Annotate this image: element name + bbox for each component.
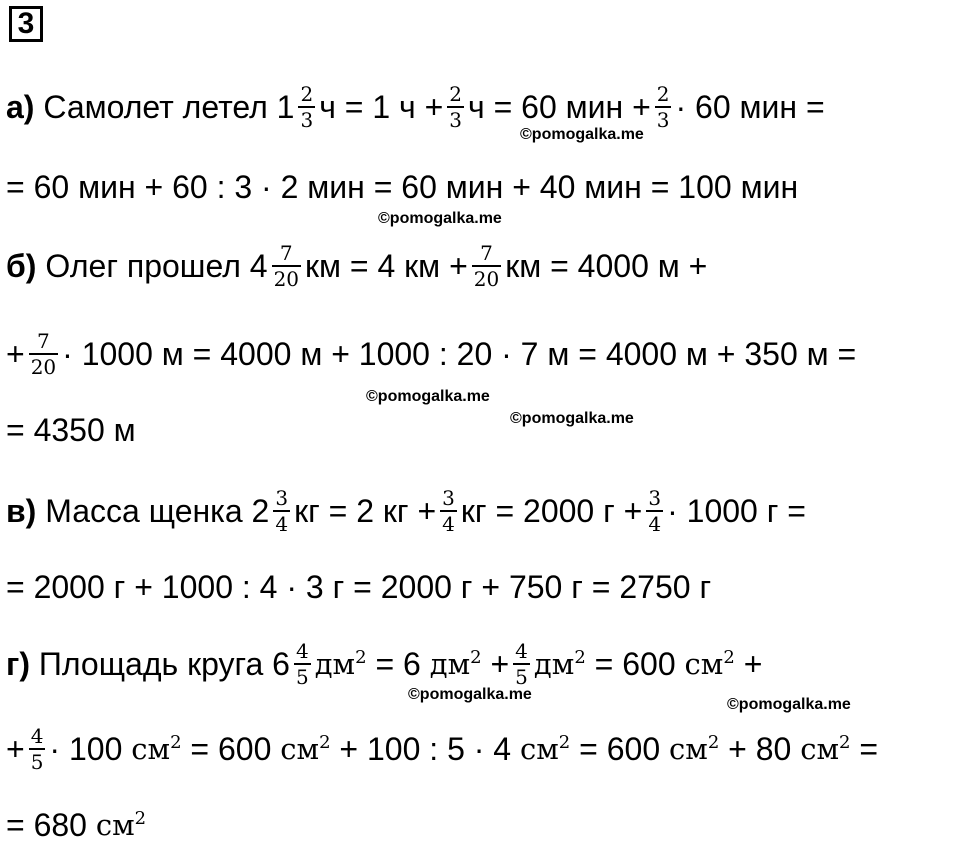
numerator: 3 bbox=[648, 486, 662, 510]
text: = 6 bbox=[366, 646, 430, 682]
numerator: 7 bbox=[279, 241, 293, 265]
fraction bbox=[513, 640, 530, 688]
text: + bbox=[6, 731, 25, 767]
watermark: ©pomogalka.me bbox=[727, 696, 851, 713]
text: + bbox=[481, 646, 510, 682]
fraction bbox=[472, 242, 501, 290]
part-b-label: б) bbox=[6, 248, 37, 284]
part-a-line-1 bbox=[6, 82, 825, 132]
text: Масса щенка 2 bbox=[36, 493, 270, 529]
part-g-line-1 bbox=[6, 639, 763, 689]
unit: см bbox=[519, 732, 559, 766]
part-a-label: а) bbox=[6, 89, 35, 125]
text: = 4350 м bbox=[6, 412, 136, 448]
denominator: 4 bbox=[442, 512, 455, 536]
denominator: 3 bbox=[656, 108, 670, 132]
text: кг = 2000 г + bbox=[460, 493, 643, 529]
text: + 80 bbox=[719, 731, 801, 767]
denominator: 4 bbox=[275, 512, 289, 536]
unit: см bbox=[95, 808, 135, 842]
fraction bbox=[294, 640, 311, 688]
text: ч = 1 ч + bbox=[319, 89, 444, 125]
watermark: ©pomogalka.me bbox=[520, 126, 644, 143]
denominator: 5 bbox=[30, 750, 44, 774]
part-b-line-2 bbox=[6, 329, 857, 379]
text: · 100 bbox=[49, 731, 132, 767]
text: км = 4 км + bbox=[305, 248, 468, 284]
fraction bbox=[29, 330, 58, 378]
text: = 600 bbox=[181, 731, 281, 767]
numerator: 3 bbox=[275, 486, 289, 510]
exponent: 2 bbox=[723, 647, 735, 668]
exponent: 2 bbox=[707, 732, 720, 753]
denominator: 5 bbox=[295, 665, 309, 689]
text: = 680 bbox=[6, 807, 96, 843]
part-g-line-2 bbox=[6, 724, 879, 774]
watermark: ©pomogalka.me bbox=[408, 686, 532, 703]
numerator: 7 bbox=[480, 241, 493, 265]
part-v-line-1 bbox=[6, 486, 806, 536]
denominator: 3 bbox=[449, 108, 462, 132]
numerator: 4 bbox=[295, 639, 309, 663]
unit: см bbox=[684, 647, 724, 681]
fraction bbox=[29, 725, 46, 773]
numerator: 2 bbox=[656, 82, 670, 106]
watermark: ©pomogalka.me bbox=[366, 388, 490, 405]
numerator: 2 bbox=[300, 82, 314, 106]
fraction bbox=[298, 83, 315, 131]
text: = bbox=[850, 731, 879, 767]
text: = 600 bbox=[570, 731, 669, 767]
part-b-line-3 bbox=[6, 410, 136, 450]
exponent: 2 bbox=[319, 732, 331, 753]
fraction bbox=[440, 487, 457, 535]
text: Олег прошел 4 bbox=[36, 248, 268, 284]
watermark: ©pomogalka.me bbox=[378, 210, 502, 227]
text: = 60 мин + 60 : 3 · 2 мин = 60 мин + 40 мин = 100 мин bbox=[6, 169, 799, 205]
unit: см bbox=[669, 732, 708, 766]
text: · 1000 м = 4000 м + 1000 : 20 · 7 м = 4000 м + 350 м = bbox=[62, 336, 857, 372]
numerator: 4 bbox=[30, 724, 44, 748]
unit: дм bbox=[314, 647, 356, 681]
text: + bbox=[6, 336, 25, 372]
numerator: 2 bbox=[449, 82, 462, 106]
watermark: ©pomogalka.me bbox=[510, 410, 634, 427]
text: Площадь круга 6 bbox=[29, 646, 290, 682]
part-g-label: г) bbox=[6, 646, 30, 682]
unit: см bbox=[280, 732, 320, 766]
exponent: 2 bbox=[839, 732, 851, 753]
fraction bbox=[655, 83, 672, 131]
unit: дм bbox=[533, 647, 575, 681]
denominator: 4 bbox=[648, 512, 662, 536]
part-g-line-3 bbox=[6, 805, 146, 845]
exponent: 2 bbox=[170, 732, 182, 753]
numerator: 4 bbox=[515, 639, 528, 663]
part-b-line-1 bbox=[6, 241, 708, 291]
part-v-line-2 bbox=[6, 567, 711, 607]
numerator: 3 bbox=[442, 486, 455, 510]
text: кг = 2 кг + bbox=[294, 493, 437, 529]
fraction bbox=[447, 83, 464, 131]
fraction bbox=[272, 242, 301, 290]
denominator: 5 bbox=[515, 665, 528, 689]
fraction bbox=[273, 487, 290, 535]
text: = 2000 г + 1000 : 4 · 3 г = 2000 г + 750 г = 2750 г bbox=[6, 569, 712, 605]
text: + bbox=[734, 646, 763, 682]
exponent: 2 bbox=[355, 647, 367, 668]
text: · 1000 г = bbox=[667, 493, 806, 529]
text: = 600 bbox=[585, 646, 685, 682]
text: + 100 : 5 · 4 bbox=[330, 731, 520, 767]
denominator: 20 bbox=[273, 267, 300, 291]
denominator: 20 bbox=[473, 267, 500, 291]
fraction bbox=[646, 487, 663, 535]
text: ч = 60 мин + bbox=[468, 89, 651, 125]
unit: см bbox=[131, 732, 171, 766]
text: Самолет летел 1 bbox=[34, 89, 295, 125]
unit: см bbox=[800, 732, 840, 766]
part-v-label: в) bbox=[6, 493, 37, 529]
part-a-line-2 bbox=[6, 167, 798, 207]
unit: дм bbox=[429, 647, 471, 681]
task-number: 3 bbox=[9, 6, 43, 42]
text: км = 4000 м + bbox=[505, 248, 708, 284]
exponent: 2 bbox=[470, 647, 482, 668]
denominator: 20 bbox=[30, 355, 57, 379]
numerator: 7 bbox=[37, 329, 50, 353]
text: · 60 мин = bbox=[675, 89, 825, 125]
exponent: 2 bbox=[558, 732, 571, 753]
denominator: 3 bbox=[300, 108, 314, 132]
exponent: 2 bbox=[574, 647, 586, 668]
exponent: 2 bbox=[134, 808, 147, 829]
